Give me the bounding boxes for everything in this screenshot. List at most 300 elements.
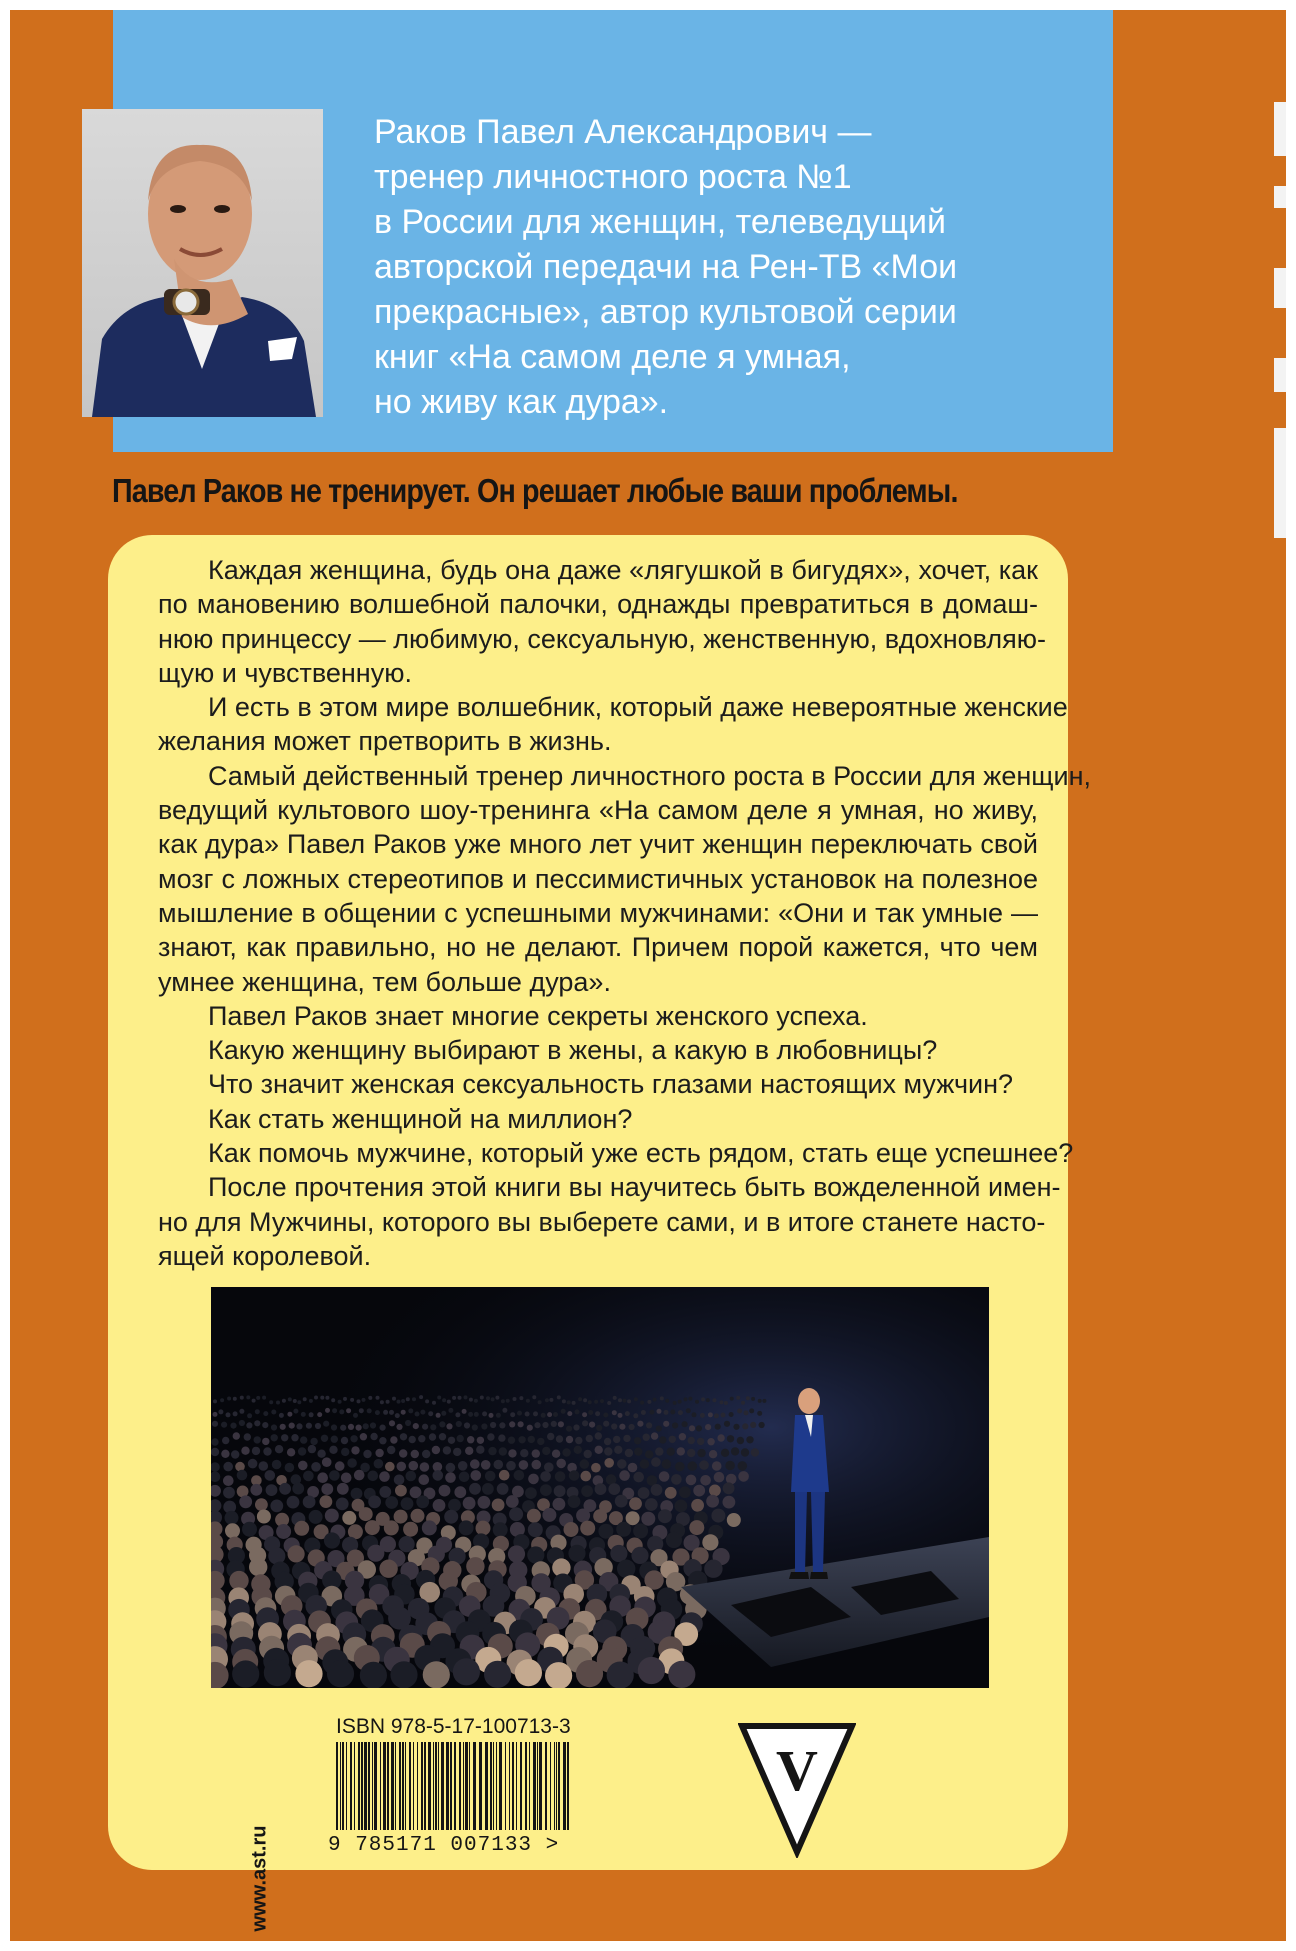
audience-head <box>247 1413 252 1418</box>
audience-head <box>332 1408 337 1413</box>
audience-head <box>239 1409 244 1414</box>
audience-head <box>646 1422 652 1428</box>
audience-head <box>633 1472 644 1483</box>
audience-head <box>445 1472 456 1483</box>
audience-head <box>430 1424 436 1430</box>
audience-head <box>280 1424 286 1430</box>
audience-head <box>225 1523 240 1538</box>
audience-head <box>287 1412 292 1417</box>
audience-head <box>566 1436 573 1443</box>
audience-head <box>303 1397 307 1401</box>
audience-head <box>232 1660 259 1687</box>
audience-head <box>595 1411 600 1416</box>
audience-head <box>583 1398 587 1402</box>
audience-head <box>687 1449 695 1457</box>
author-bio-line: в России для женщин, телеведущий <box>374 203 946 241</box>
audience-head <box>271 1434 278 1441</box>
audience-head <box>510 1412 515 1417</box>
audience-head <box>458 1461 468 1471</box>
audience-head <box>633 1523 648 1538</box>
audience-head <box>480 1396 484 1400</box>
audience-head <box>262 1422 268 1428</box>
barcode-bar <box>550 1742 551 1830</box>
audience-head <box>727 1513 741 1527</box>
audience-head <box>564 1522 579 1537</box>
audience-head <box>553 1498 566 1511</box>
barcode-bar <box>438 1742 439 1830</box>
audience-head <box>637 1421 643 1427</box>
audience-head <box>263 1411 268 1416</box>
audience-head <box>496 1413 501 1418</box>
audience-head <box>380 1425 386 1431</box>
audience-head <box>365 1520 380 1535</box>
audience-head <box>576 1660 603 1687</box>
audience-head <box>689 1425 695 1431</box>
audience-head <box>611 1423 617 1429</box>
audience-head <box>501 1399 505 1403</box>
audience-head <box>379 1437 386 1444</box>
audience-head <box>226 1412 231 1417</box>
audience-head <box>324 1532 340 1548</box>
audience-head <box>584 1450 592 1458</box>
audience-head <box>715 1424 721 1430</box>
description-line: как дура» Павел Раков уже много лет учит женщин переключать свой <box>158 829 1038 860</box>
audience-head <box>295 1660 322 1687</box>
barcode-bar <box>567 1742 569 1830</box>
audience-head <box>441 1411 446 1416</box>
barcode-bar <box>417 1742 418 1830</box>
audience-head <box>322 1457 332 1467</box>
audience-head <box>525 1487 537 1499</box>
audience-head <box>617 1459 627 1469</box>
audience-head <box>320 1495 333 1508</box>
audience-head <box>306 1423 312 1429</box>
audience-head <box>271 1410 276 1415</box>
audience-head <box>403 1522 418 1537</box>
audience-head <box>702 1534 718 1550</box>
barcode-bar <box>372 1742 373 1830</box>
audience-head <box>433 1470 444 1481</box>
audience-head <box>279 1413 284 1418</box>
barcode-bar <box>463 1742 464 1830</box>
audience-head <box>469 1483 481 1495</box>
audience-head <box>757 1411 762 1416</box>
audience-head <box>468 1412 473 1417</box>
audience-head <box>634 1397 638 1401</box>
audience-head <box>462 1409 467 1414</box>
audience-head <box>540 1484 552 1496</box>
description-line: умнее женщина, тем больше дура». <box>158 966 611 997</box>
audience-head <box>397 1462 407 1472</box>
audience-head <box>447 1400 451 1404</box>
audience-head <box>723 1496 736 1509</box>
audience-head <box>616 1522 631 1537</box>
audience-head <box>737 1437 744 1444</box>
audience-head <box>408 1408 413 1413</box>
barcode-bar <box>433 1742 434 1830</box>
audience-head <box>368 1495 381 1508</box>
barcode-bar <box>525 1742 527 1830</box>
audience-head <box>532 1449 540 1457</box>
audience-head <box>711 1509 725 1523</box>
audience-head <box>686 1408 691 1413</box>
audience-head <box>409 1461 419 1471</box>
audience-head <box>508 1545 525 1562</box>
audience-head <box>359 1507 373 1521</box>
audience-head <box>482 1483 494 1495</box>
audience-head <box>549 1398 553 1402</box>
audience-head <box>537 1438 544 1445</box>
author-bio-line: тренер личностного роста №1 <box>374 158 852 196</box>
audience-head <box>619 1424 625 1430</box>
barcode-bar <box>563 1742 566 1830</box>
audience-head <box>629 1497 642 1510</box>
audience-head <box>213 1399 217 1403</box>
audience-head <box>211 1438 218 1445</box>
audience-head <box>331 1436 338 1443</box>
audience-head <box>485 1471 496 1482</box>
audience-head <box>499 1470 510 1481</box>
description-line: щую и чувственную. <box>158 657 412 688</box>
audience-head <box>425 1399 429 1403</box>
audience-head <box>640 1401 644 1405</box>
audience-head <box>486 1396 490 1400</box>
audience-head <box>392 1397 396 1401</box>
audience-head <box>218 1409 223 1414</box>
audience-head <box>705 1424 711 1430</box>
audience-head <box>604 1447 612 1455</box>
description-line: мозг с ложных стереотипов и пессимистичных установок на полезное <box>158 863 1038 894</box>
audience-head <box>246 1422 252 1428</box>
audience-head <box>439 1421 445 1427</box>
audience-head <box>706 1398 710 1402</box>
audience-head <box>509 1507 523 1521</box>
audience-head <box>731 1447 739 1455</box>
barcode-bar <box>554 1742 555 1830</box>
spine-edge-mark <box>1274 358 1286 392</box>
description-line: Как помочь мужчине, который уже есть рядом, стать еще успешнее? <box>208 1138 1074 1169</box>
audience-head <box>572 1401 576 1405</box>
audience-head <box>561 1409 566 1414</box>
audience-head <box>340 1425 346 1431</box>
audience-head <box>432 1446 440 1454</box>
author-bio-line: Раков Павел Александрович — <box>374 113 872 151</box>
barcode-bar <box>399 1742 401 1830</box>
audience-head <box>593 1509 607 1523</box>
audience-head <box>411 1509 425 1523</box>
audience-head <box>235 1462 245 1472</box>
audience-head <box>684 1397 688 1401</box>
audience-head <box>669 1436 676 1443</box>
audience-head <box>544 1462 554 1472</box>
audience-head <box>640 1459 650 1469</box>
audience-head <box>455 1412 460 1417</box>
audience-head <box>250 1484 262 1496</box>
audience-head <box>631 1547 648 1564</box>
audience-head <box>497 1483 509 1495</box>
barcode-bar <box>473 1742 476 1830</box>
audience-head <box>607 1662 634 1689</box>
audience-head <box>515 1659 542 1686</box>
barcode-bar <box>383 1742 386 1830</box>
barcode-digits: 9 785171 007133 > <box>328 1834 560 1857</box>
barcode-bar <box>413 1742 414 1830</box>
barcode-bar <box>340 1742 341 1830</box>
website-url: www.ast.ru <box>248 1825 271 1932</box>
audience-head <box>223 1487 235 1499</box>
audience-head <box>415 1412 420 1417</box>
audience-head <box>580 1459 590 1469</box>
audience-head <box>464 1422 470 1428</box>
tagline-heading: Павел Раков не тренирует. Он решает любые ваши проблемы. <box>112 472 958 509</box>
audience-head <box>490 1422 496 1428</box>
audience-head <box>212 1421 218 1427</box>
audience-head <box>384 1520 399 1535</box>
barcode-bar <box>529 1742 530 1830</box>
audience-head <box>623 1435 630 1442</box>
author-bio <box>374 110 1074 425</box>
audience-head <box>227 1397 231 1401</box>
audience-head <box>439 1433 446 1440</box>
audience-head <box>506 1461 516 1471</box>
audience-head <box>651 1457 661 1467</box>
audience-head <box>576 1509 590 1523</box>
audience-head <box>758 1399 762 1403</box>
audience-head <box>520 1449 528 1457</box>
audience-head <box>357 1399 361 1403</box>
audience-head <box>348 1424 354 1430</box>
audience-head <box>380 1400 384 1404</box>
author-photo <box>82 109 323 417</box>
audience-head <box>379 1471 390 1482</box>
audience-head <box>448 1437 455 1444</box>
barcode-bar <box>516 1742 517 1830</box>
audience-head <box>675 1462 685 1472</box>
audience-head <box>360 1433 367 1440</box>
audience-head <box>297 1400 301 1404</box>
audience-head <box>303 1496 316 1509</box>
audience-head <box>679 1433 686 1440</box>
audience-head <box>607 1401 611 1405</box>
audience-head <box>240 1396 244 1400</box>
barcode-bar <box>435 1742 437 1830</box>
audience-head <box>259 1461 269 1471</box>
audience-head <box>623 1399 627 1403</box>
audience-head <box>658 1509 672 1523</box>
audience-head <box>275 1445 283 1453</box>
audience-head <box>252 1399 256 1403</box>
audience-head <box>628 1463 638 1473</box>
audience-head <box>651 1484 663 1496</box>
audience-head <box>370 1422 376 1428</box>
audience-head <box>321 1483 333 1495</box>
audience-head <box>387 1446 395 1454</box>
audience-head <box>443 1446 451 1454</box>
audience-head <box>310 1438 317 1445</box>
audience-head <box>413 1423 419 1429</box>
description-line: Павел Раков знает многие секреты женского успеха. <box>208 1000 868 1031</box>
audience-head <box>573 1424 579 1430</box>
audience-head <box>625 1411 630 1416</box>
audience-head <box>541 1413 546 1418</box>
audience-head <box>223 1462 233 1472</box>
audience-head <box>527 1509 541 1523</box>
audience-head <box>528 1474 539 1485</box>
audience-head <box>362 1398 366 1402</box>
audience-head <box>617 1560 635 1578</box>
audience-head <box>618 1413 623 1418</box>
description-line: Какую женщину выбирают в жены, а какую в любовницы? <box>208 1035 938 1066</box>
audience-head <box>350 1435 357 1442</box>
audience-head <box>613 1396 617 1400</box>
audience-head <box>397 1400 401 1404</box>
audience-head <box>418 1435 425 1442</box>
audience-head <box>663 1421 669 1427</box>
description-line: Каждая женщина, будь она даже «лягушкой в бигудях», хочет, как <box>208 555 1038 585</box>
barcode-bar <box>485 1742 488 1830</box>
barcode-bar <box>428 1742 431 1830</box>
audience-head <box>279 1483 291 1495</box>
audience-head <box>325 1408 330 1413</box>
audience-head <box>655 1447 663 1455</box>
audience-head <box>696 1425 702 1431</box>
audience-head <box>612 1410 617 1415</box>
audience-head <box>588 1410 593 1415</box>
audience-head <box>712 1398 716 1402</box>
audience-head <box>724 1421 730 1427</box>
audience-head <box>457 1435 464 1442</box>
description-line: Как стать женщиной на миллион? <box>208 1103 633 1134</box>
barcode-bar <box>409 1742 411 1830</box>
audience-head <box>594 1400 598 1404</box>
audience-head <box>691 1499 704 1512</box>
description-line: После прочтения этой книги вы научитесь быть вожделенной имен- <box>208 1172 1061 1203</box>
audience-head <box>367 1408 372 1413</box>
author-bio-line: авторской передачи на Рен-ТВ «Мои <box>374 248 958 286</box>
audience-head <box>220 1398 224 1402</box>
audience-head <box>656 1426 662 1432</box>
audience-head <box>736 1396 740 1400</box>
audience-head <box>495 1396 499 1400</box>
audience-head <box>666 1532 682 1548</box>
barcode-bar <box>505 1742 506 1830</box>
audience-head <box>360 1662 387 1688</box>
audience-head <box>665 1487 677 1499</box>
publisher-logo-icon <box>738 1720 856 1858</box>
audience-head <box>518 1421 524 1427</box>
audience-head <box>551 1421 557 1427</box>
audience-head <box>389 1410 394 1415</box>
audience-head <box>538 1400 542 1404</box>
audience-head <box>638 1487 650 1499</box>
audience-head <box>603 1413 608 1418</box>
audience-head <box>354 1470 365 1481</box>
audience-head <box>385 1496 398 1509</box>
audience-head <box>437 1396 441 1400</box>
audience-head <box>363 1423 369 1429</box>
audience-head <box>746 1436 753 1443</box>
audience-head <box>252 1447 260 1455</box>
audience-head <box>423 1661 450 1688</box>
audience-head <box>554 1485 566 1497</box>
audience-head <box>709 1450 717 1458</box>
audience-head <box>629 1424 635 1430</box>
audience-head <box>481 1423 487 1429</box>
audience-head <box>379 1560 397 1578</box>
audience-head <box>476 1446 484 1454</box>
audience-head <box>709 1485 721 1497</box>
barcode-bar <box>446 1742 449 1830</box>
audience-head <box>679 1486 691 1498</box>
audience-head <box>293 1399 297 1403</box>
audience-head <box>568 1545 585 1562</box>
audience-head <box>293 1409 298 1414</box>
audience-head <box>633 1413 638 1418</box>
audience-head <box>294 1521 309 1536</box>
audience-head <box>596 1425 602 1431</box>
audience-head <box>595 1446 603 1454</box>
audience-head <box>741 1448 749 1456</box>
audience-head <box>506 1495 519 1508</box>
description-panel <box>108 535 1091 1932</box>
audience-head <box>714 1472 725 1483</box>
spine-edge-mark <box>1274 268 1286 308</box>
audience-head <box>390 1436 397 1443</box>
audience-head <box>444 1510 458 1524</box>
audience-head <box>498 1434 505 1441</box>
audience-head <box>482 1411 487 1416</box>
audience-head <box>673 1401 677 1405</box>
audience-head <box>695 1400 699 1404</box>
barcode-bar <box>374 1742 377 1830</box>
audience-head <box>308 1445 316 1453</box>
audience-head <box>697 1449 705 1457</box>
audience-head <box>506 1399 510 1403</box>
audience-head <box>439 1485 451 1497</box>
audience-head <box>288 1397 292 1401</box>
audience-head <box>467 1436 474 1443</box>
audience-head <box>567 1400 571 1404</box>
audience-head <box>618 1398 622 1402</box>
barcode-bar <box>512 1742 514 1830</box>
audience-head <box>665 1399 669 1403</box>
audience-head <box>527 1425 533 1431</box>
audience-head <box>353 1413 358 1418</box>
barcode-bar <box>556 1742 557 1830</box>
audience-head <box>223 1475 234 1486</box>
audience-head <box>292 1483 304 1495</box>
audience-head <box>741 1401 745 1405</box>
audience-head <box>420 1410 425 1415</box>
audience-head <box>527 1546 544 1563</box>
audience-head <box>325 1396 329 1400</box>
audience-head <box>476 1521 491 1536</box>
audience-head <box>701 1397 705 1401</box>
audience-head <box>244 1433 251 1440</box>
barcode-bar <box>380 1742 381 1830</box>
audience-head <box>660 1396 664 1400</box>
audience-head <box>395 1485 407 1497</box>
spine-edge-mark <box>1274 102 1286 156</box>
audience-head <box>526 1399 530 1403</box>
audience-head <box>389 1420 395 1426</box>
barcode-bar <box>499 1742 502 1830</box>
barcode-bar <box>342 1742 344 1830</box>
audience-head <box>699 1460 709 1470</box>
audience-head <box>395 1413 400 1418</box>
audience-head <box>255 1409 260 1414</box>
audience-head <box>351 1488 363 1500</box>
